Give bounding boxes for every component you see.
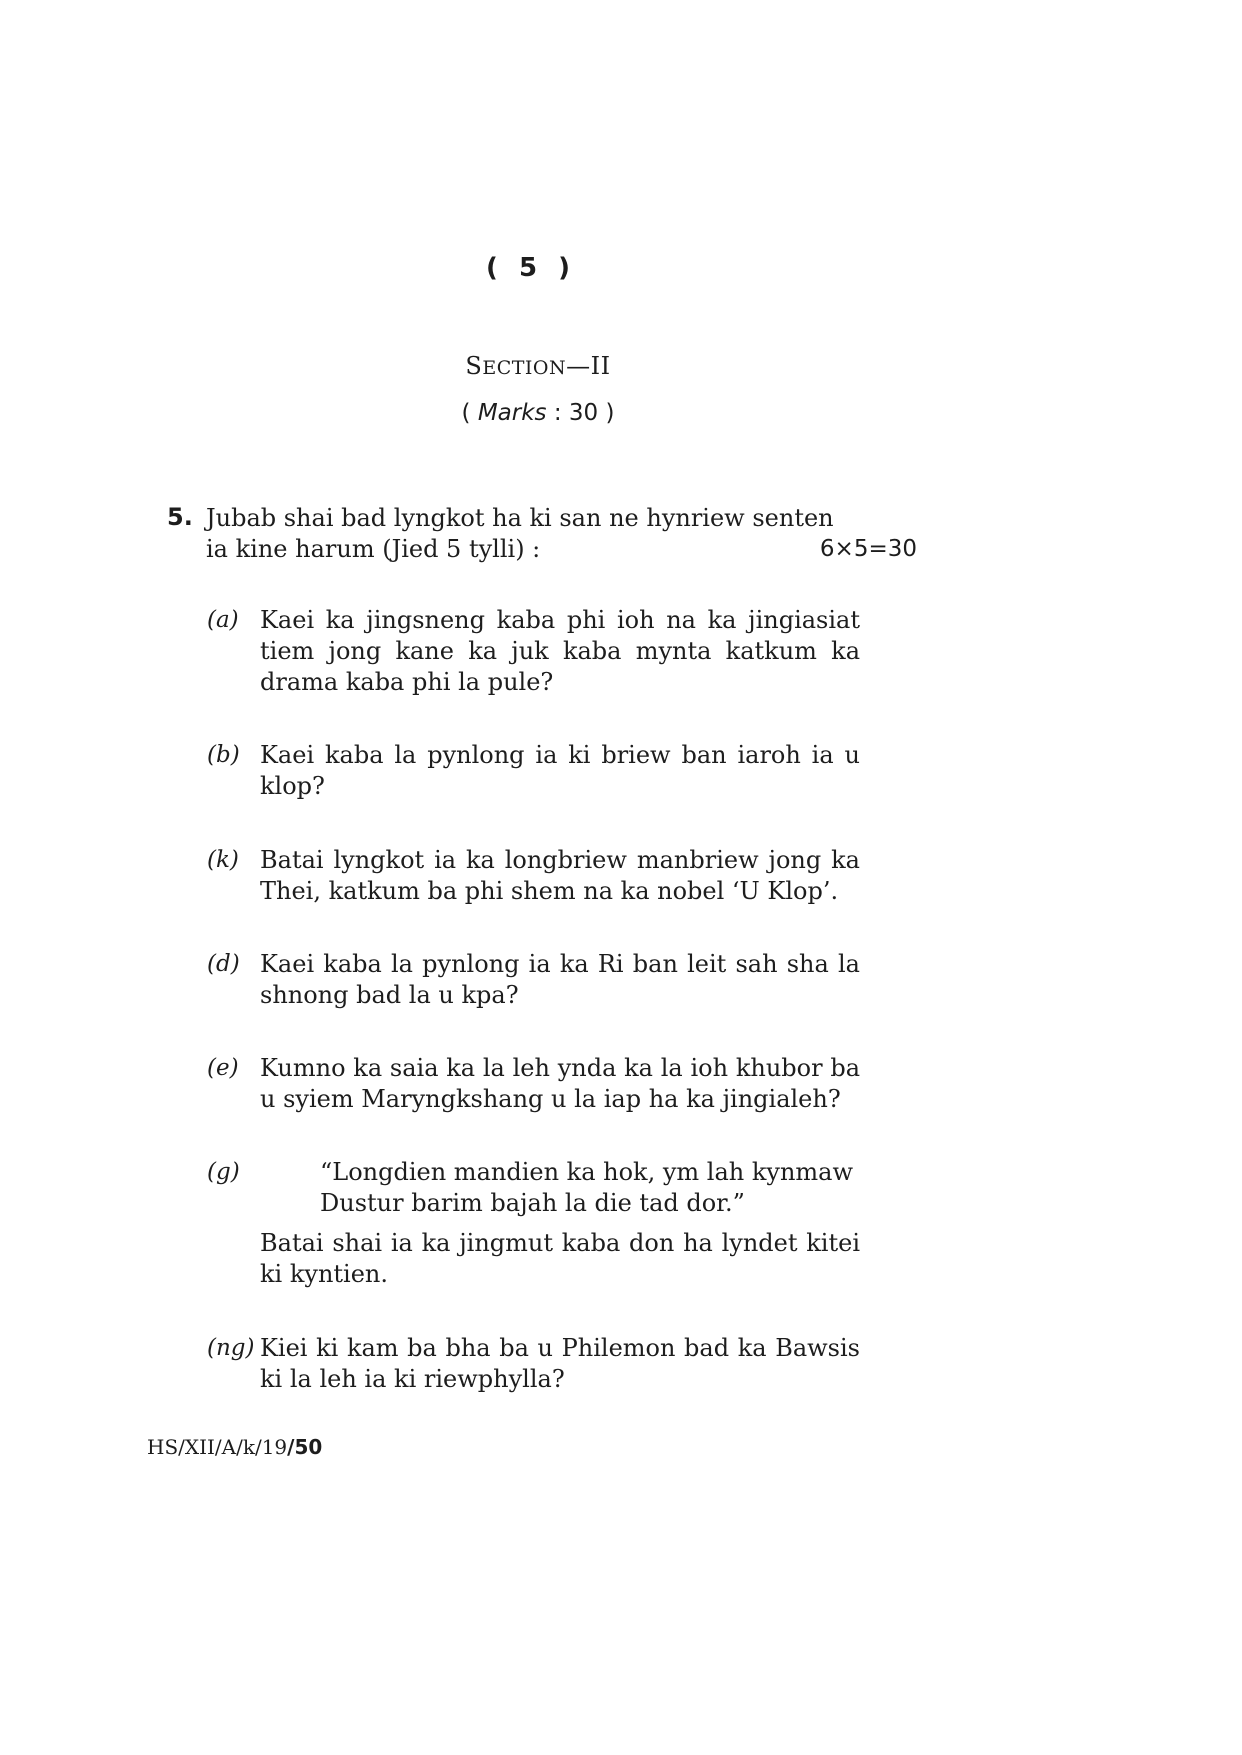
quote-line: Dustur barim bajah la die tad dor.” <box>320 1189 745 1217</box>
section-title-suffix: —II <box>566 352 611 380</box>
sub-question-label: (k) <box>207 847 239 873</box>
footer-copies: /50 <box>287 1435 323 1459</box>
section-title-smallcaps: ECTION <box>482 357 567 379</box>
sub-question-text: Kumno ka saia ka la leh ynda ka la ioh khubor ba u syiem Maryngkshang u la iap ha ka jingialeh? <box>260 1054 860 1113</box>
sub-question-text: Batai lyngkot ia ka longbriew manbriew jong ka Thei, katkum ba phi shem na ka nobel ‘U Klop’. <box>260 846 860 905</box>
marks-value: : 30 ) <box>546 400 615 426</box>
quote-line: “Longdien mandien ka hok, ym lah kynmaw <box>320 1158 854 1186</box>
sub-question-label: (e) <box>207 1055 239 1081</box>
sub-question-label: (b) <box>207 742 240 768</box>
marks-open: ( <box>461 400 478 426</box>
sub-question-text: Kiei ki kam ba bha ba u Philemon bad ka Bawsis ki la leh ia ki riewphylla? <box>260 1334 860 1393</box>
sub-question-label: (a) <box>207 607 239 633</box>
sub-question-label: (d) <box>207 951 240 977</box>
sub-question-text: Kaei kaba la pynlong ia ka Ri ban leit sah sha la shnong bad la u kpa? <box>260 950 860 1009</box>
sub-question-text: Batai shai ia ka jingmut kaba don ha lyndet kitei ki kyntien. <box>260 1229 860 1288</box>
section-title-prefix: S <box>465 352 483 380</box>
question-text: Jubab shai bad lyngkot ha ki san ne hynriew senten ia kine harum (Jied 5 tylli) : <box>206 504 834 563</box>
marks-label: Marks <box>477 400 547 426</box>
footer-code <box>147 1435 322 1459</box>
question-marks: 6×5=30 <box>819 536 917 562</box>
footer-code-text: HS/XII/A/k/19 <box>147 1435 288 1459</box>
sub-question-text: Kaei ka jingsneng kaba phi ioh na ka jingiasiat tiem jong kane ka juk kaba mynta katkum ka drama kaba phi la pule? <box>260 606 860 696</box>
sub-question-label: (g) <box>207 1159 240 1185</box>
sub-question-label: (ng) <box>207 1335 255 1361</box>
page-number: ( 5 ) <box>486 253 576 283</box>
sub-question-text: Kaei kaba la pynlong ia ki briew ban iaroh ia u klop? <box>260 741 860 800</box>
question-number: 5. <box>167 503 193 531</box>
section-title <box>0 352 1076 380</box>
section-marks <box>0 400 1076 426</box>
